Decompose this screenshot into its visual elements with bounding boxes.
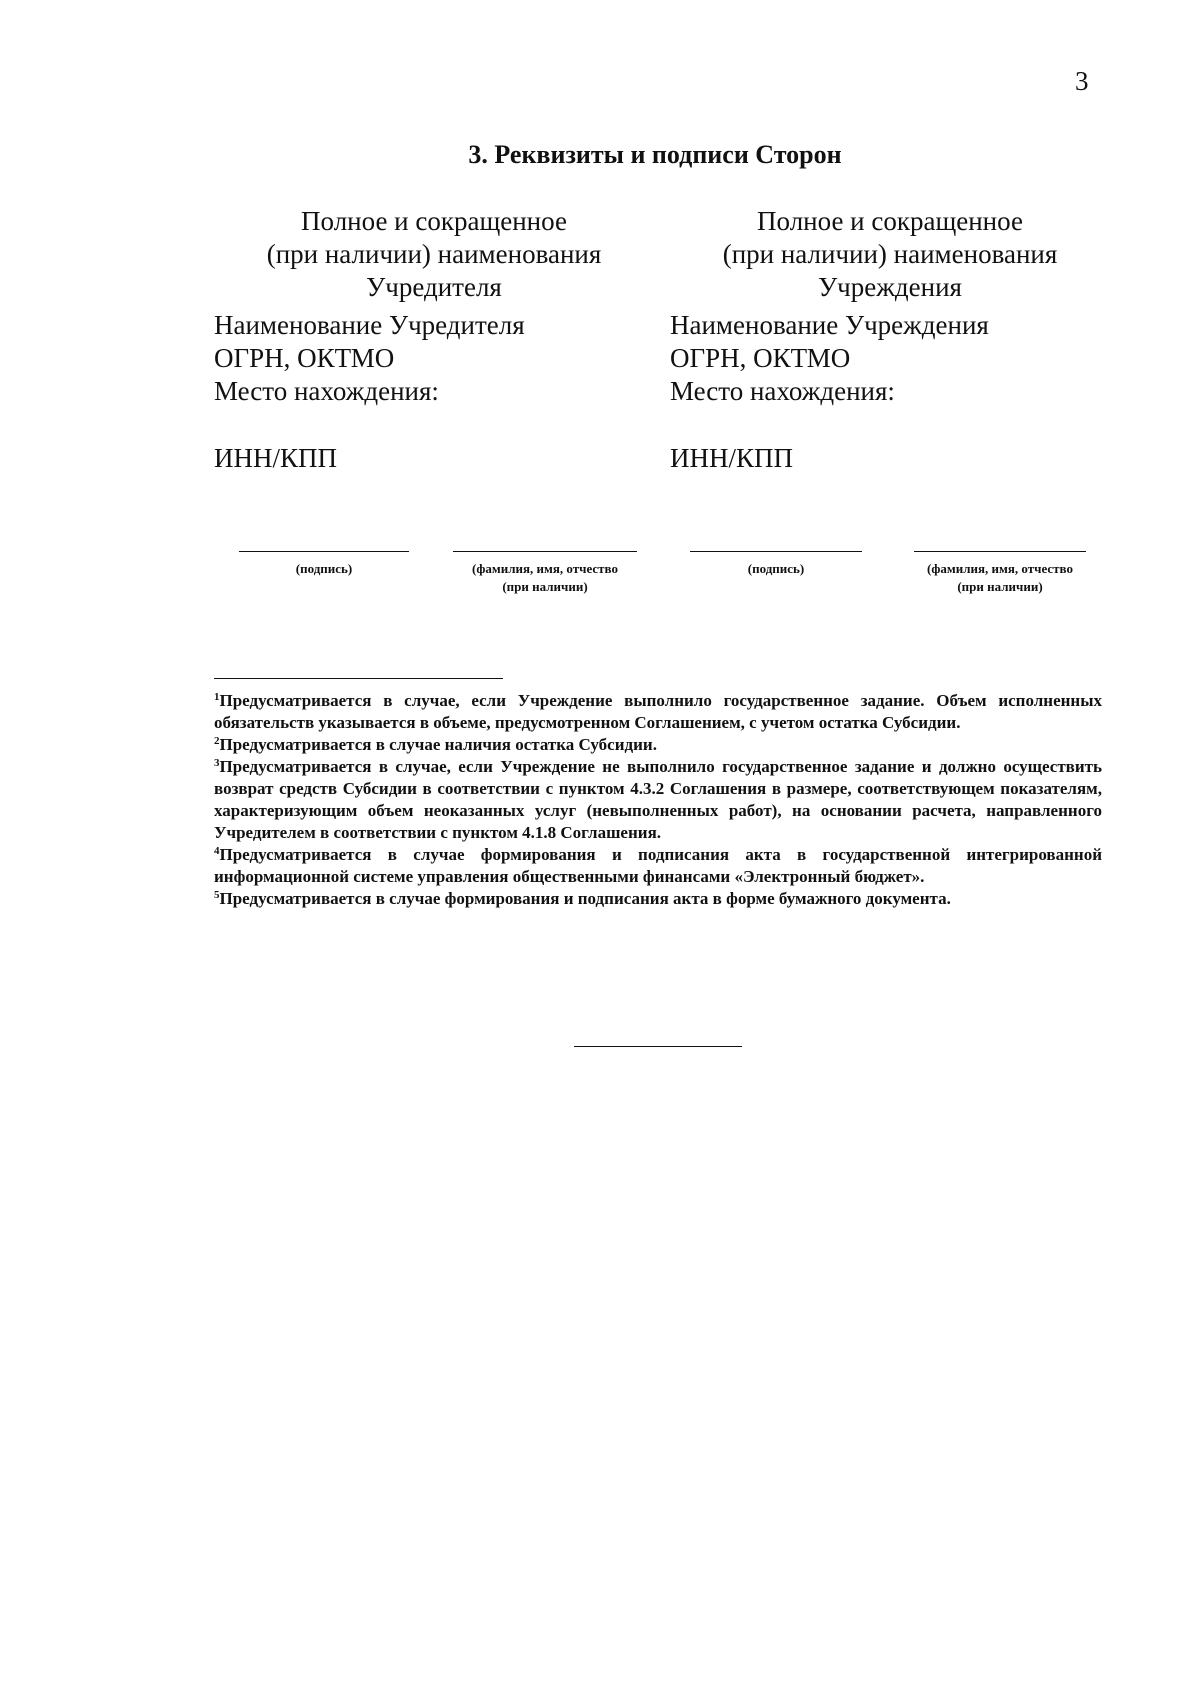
footnote — [214, 888, 1102, 910]
institution-inn: ИНН/КПП — [670, 443, 794, 473]
institution-fio-block — [905, 551, 1095, 596]
founder-location: Место нахождения: — [214, 376, 439, 406]
founder-fio-caption: (при наличии) — [502, 579, 588, 594]
institution-name: Наименование Учреждения — [670, 310, 989, 340]
footnote — [214, 734, 1102, 756]
founder-heading-line: (при наличии) наименования — [266, 239, 602, 269]
founder-name: Наименование Учредителя — [214, 310, 525, 340]
signature-line — [239, 551, 409, 552]
institution-heading-line: (при наличии) наименования — [722, 239, 1058, 269]
page-number: 3 — [1075, 66, 1089, 96]
institution-heading — [630, 205, 1150, 305]
signature-line — [690, 551, 862, 552]
founder-signature-caption: (подпись) — [295, 561, 353, 576]
institution-fio-caption: (фамилия, имя, отчество — [927, 561, 1073, 576]
footnote-mark: 1 — [214, 691, 220, 703]
founder-signature-block — [239, 551, 409, 578]
founder-heading — [174, 205, 694, 305]
footnote-mark: 2 — [214, 735, 220, 747]
footnote-mark: 3 — [214, 757, 220, 769]
footnotes — [214, 690, 1102, 910]
founder-heading-line: Учредителя — [366, 272, 502, 302]
founder-fio-caption: (фамилия, имя, отчество — [472, 561, 618, 576]
footnote-text: Предусматривается в случае формирования и подписания акта в государственной интегрированной информационной системе управления общественными финансами «Электронный бюджет». — [214, 845, 1102, 886]
institution-location: Место нахождения: — [670, 376, 895, 406]
footnote — [214, 756, 1102, 844]
end-of-document-rule — [574, 1046, 742, 1047]
founder-heading-line: Полное и сокращенное — [301, 206, 567, 236]
footnote — [214, 844, 1102, 888]
institution-signature-block — [690, 551, 862, 578]
footnote-mark: 5 — [214, 889, 220, 901]
founder-inn: ИНН/КПП — [214, 443, 338, 473]
institution-heading-line: Полное и сокращенное — [757, 206, 1023, 236]
footnote — [214, 690, 1102, 734]
footnote-text: Предусматривается в случае наличия остатка Субсидии. — [219, 735, 657, 754]
footnote-text: Предусматривается в случае, если Учреждение не выполнило государственное задание и должно осуществить возврат средств Субсидии в соответствии с пунктом 4.3.2 Соглашения в размере, соответствующем показателям, характеризующим объем неоказанных услуг (невыполненных работ), на основании расчета, направленного Учредителем в соответствии с пунктом 4.1.8 Соглашения. — [214, 757, 1102, 842]
founder-ids: ОГРН, ОКТМО — [214, 343, 395, 373]
fio-line — [453, 551, 637, 552]
footnote-text: Предусматривается в случае, если Учреждение выполнило государственное задание. Объем исполненных обязательств указывается в объеме, предусмотренном Соглашением, с учетом остатка Субсидии. — [214, 691, 1102, 732]
founder-requisites — [214, 205, 674, 475]
footnote-text: Предусматривается в случае формирования и подписания акта в форме бумажного документа. — [219, 889, 951, 908]
institution-fio-caption: (при наличии) — [957, 579, 1043, 594]
founder-fio-block — [450, 551, 640, 596]
footnote-mark: 4 — [214, 845, 220, 857]
institution-requisites — [670, 205, 1130, 475]
fio-line — [914, 551, 1086, 552]
section-title: 3. Реквизиты и подписи Сторон — [468, 140, 842, 169]
institution-heading-line: Учреждения — [818, 272, 962, 302]
institution-ids: ОГРН, ОКТМО — [670, 343, 851, 373]
institution-signature-caption: (подпись) — [747, 561, 805, 576]
footnote-separator — [214, 678, 503, 679]
